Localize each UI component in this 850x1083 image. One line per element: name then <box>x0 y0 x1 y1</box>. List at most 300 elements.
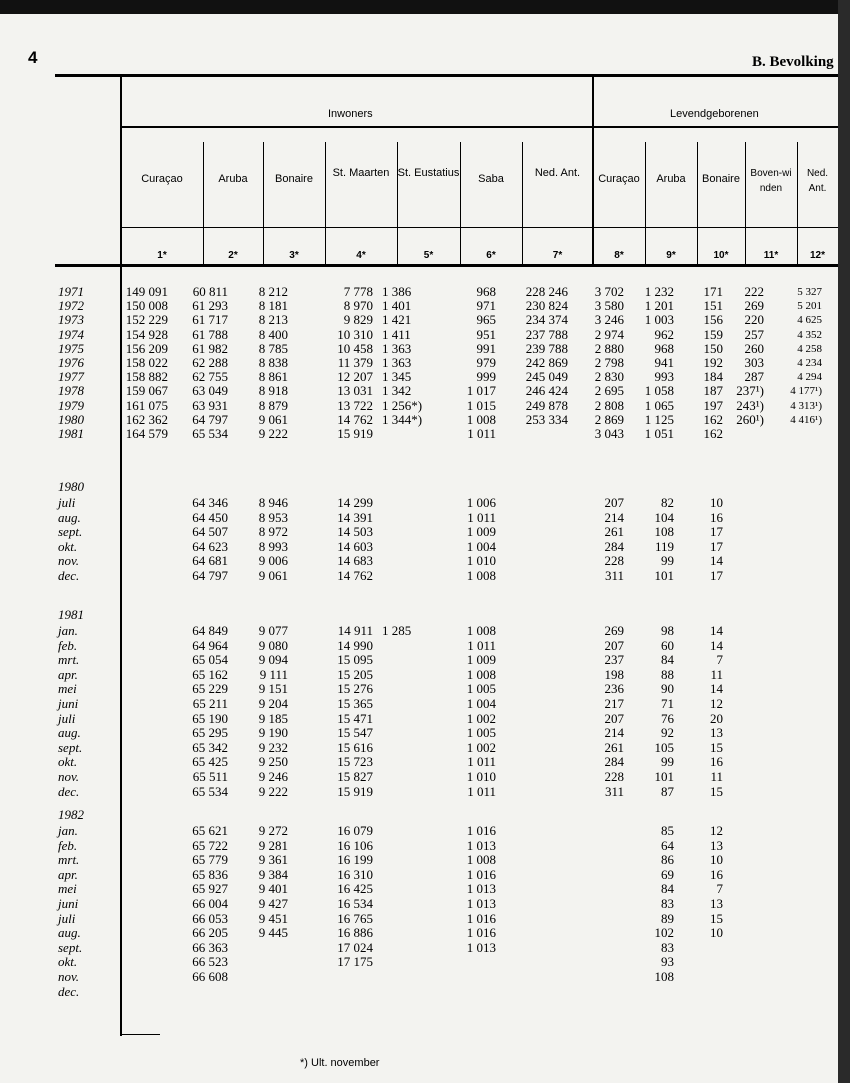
row-label: 1977 <box>58 369 84 385</box>
table-cell: 13 <box>710 725 723 741</box>
table-cell: 13 031 <box>337 383 373 399</box>
table-cell: 83 <box>661 896 674 911</box>
table-cell: 15 365 <box>337 696 373 711</box>
table-cell: 1 008 <box>466 666 496 682</box>
footnote: *) Ult. november <box>300 1057 380 1069</box>
table-cell: 284 <box>604 538 624 554</box>
table-cell: 154 928 <box>125 326 168 342</box>
row-label: nov. <box>58 769 80 784</box>
table-cell: 15 <box>710 783 723 799</box>
table-cell: 1 125 <box>644 411 674 427</box>
column-number: 7* <box>552 250 563 261</box>
table-cell: 214 <box>604 725 624 741</box>
table-cell: 8 213 <box>258 312 288 328</box>
table-cell: 65 211 <box>192 696 228 711</box>
table-cell: 971 <box>476 298 496 314</box>
table-cell: 164 579 <box>125 426 168 441</box>
table-cell: 2 830 <box>594 369 624 385</box>
table-cell: 192 <box>703 355 723 370</box>
table-cell: 1 002 <box>466 739 496 755</box>
table-cell: 9 427 <box>258 896 288 911</box>
table-cell: 187 <box>703 383 723 399</box>
table-cell: 979 <box>476 355 496 370</box>
table-cell: 16 199 <box>337 852 373 868</box>
table-cell: 16 765 <box>337 910 373 926</box>
table-cell: 9 281 <box>258 837 288 853</box>
row-label: jan. <box>58 623 78 638</box>
table-cell: 1 010 <box>466 769 496 784</box>
table-cell: 86 <box>661 852 674 868</box>
table-cell: 65 342 <box>192 739 228 755</box>
table-cell: 260¹) <box>736 411 764 427</box>
table-cell: 11 <box>710 769 723 784</box>
table-cell: 14 683 <box>337 553 373 569</box>
table-cell: 15 723 <box>337 754 373 770</box>
table-cell: 228 <box>604 553 624 569</box>
table-cell: 12 <box>710 696 723 711</box>
year-label: 1981 <box>58 607 84 622</box>
section-title: B. Bevolking <box>752 54 834 70</box>
table-cell: 14 299 <box>337 495 373 510</box>
table-cell: 1 013 <box>466 881 496 897</box>
row-label: juli <box>58 495 76 510</box>
table-cell: 64 <box>661 837 674 853</box>
table-cell: 999 <box>476 369 496 385</box>
group-header-levendgeborenen: Levendgeborenen <box>670 108 759 120</box>
table-cell: 90 <box>661 681 674 697</box>
table-cell: 1 285 <box>382 623 412 638</box>
row-label: apr. <box>58 866 78 882</box>
table-cell: 9 094 <box>258 652 288 668</box>
table-cell: 222 <box>744 284 764 299</box>
table-cell: 66 205 <box>192 925 228 941</box>
table-cell: 1 051 <box>644 426 674 441</box>
column-rule <box>745 142 746 266</box>
column-number: 4* <box>356 250 366 261</box>
table-cell: 14 762 <box>337 568 373 583</box>
row-label: mrt. <box>58 652 80 668</box>
table-cell: 237¹) <box>736 383 764 399</box>
table-cell: 230 824 <box>525 298 568 314</box>
table-cell: 284 <box>604 754 624 770</box>
table-cell: 9 232 <box>258 739 288 755</box>
table-cell: 9 361 <box>258 852 288 868</box>
table-cell: 61 982 <box>192 340 228 356</box>
table-cell: 253 334 <box>525 411 568 427</box>
table-cell: 16 534 <box>337 896 373 911</box>
table-cell: 9 204 <box>258 696 288 711</box>
row-label: juni <box>58 696 79 711</box>
table-cell: 65 295 <box>192 725 228 741</box>
table-cell: 12 <box>710 823 723 838</box>
table-cell: 9 246 <box>258 769 288 784</box>
column-number: 3* <box>289 250 299 261</box>
row-label: 1978 <box>58 383 84 399</box>
table-cell: 14 391 <box>337 509 373 525</box>
column-number: 12* <box>809 250 825 261</box>
table-cell: 15 547 <box>337 725 373 741</box>
table-cell: 1 015 <box>466 397 496 413</box>
column-header: Ned. Ant. <box>806 168 829 194</box>
table-cell: 14 911 <box>337 623 373 638</box>
table-cell: 8 953 <box>258 509 288 525</box>
table-cell: 2 695 <box>594 383 624 399</box>
table-cell: 64 346 <box>192 495 228 510</box>
table-cell: 82 <box>661 495 674 510</box>
table-cell: 1 013 <box>466 939 496 955</box>
table-cell: 159 <box>703 326 723 342</box>
table-cell: 76 <box>661 710 674 726</box>
column-rule <box>325 142 326 266</box>
table-cell: 2 974 <box>594 326 624 342</box>
table-cell: 17 <box>710 568 723 583</box>
table-cell: 64 849 <box>192 623 228 638</box>
table-cell: 2 869 <box>594 411 624 427</box>
table-cell: 1 005 <box>466 681 496 697</box>
table-cell: 13 <box>710 896 723 911</box>
row-label: dec. <box>58 568 80 583</box>
table-cell: 8 946 <box>258 495 288 510</box>
table-cell: 15 919 <box>337 426 373 441</box>
table-cell: 156 <box>703 312 723 328</box>
table-cell: 311 <box>604 783 624 799</box>
table-cell: 1 256*) <box>382 397 423 413</box>
table-cell: 237 788 <box>525 326 568 342</box>
table-cell: 8 918 <box>258 383 288 399</box>
table-cell: 17 024 <box>337 939 373 955</box>
column-rule <box>397 142 398 266</box>
table-cell: 1 421 <box>382 312 412 328</box>
column-header: St. Eustatius <box>397 167 460 179</box>
row-label: juli <box>58 910 76 926</box>
table-bottom-rule <box>120 1034 160 1035</box>
table-cell: 1 011 <box>467 637 496 653</box>
table-cell: 161 075 <box>125 397 168 413</box>
table-cell: 64 623 <box>192 538 228 554</box>
table-cell: 184 <box>703 369 723 385</box>
table-cell: 14 <box>710 553 723 569</box>
table-cell: 8 970 <box>343 298 373 314</box>
table-cell: 8 993 <box>258 538 288 554</box>
row-label: sept. <box>58 524 83 540</box>
table-cell: 1 008 <box>466 568 496 583</box>
table-cell: 9 222 <box>258 426 288 441</box>
table-cell: 16 079 <box>337 823 373 838</box>
table-cell: 16 <box>710 754 723 770</box>
table-cell: 5 327 <box>797 286 822 298</box>
table-cell: 1 363 <box>382 340 412 356</box>
table-cell: 14 <box>710 637 723 653</box>
table-cell: 269 <box>604 623 624 638</box>
row-label: dec. <box>58 983 80 999</box>
table-cell: 158 882 <box>125 369 168 385</box>
table-cell: 65 927 <box>192 881 228 897</box>
table-cell: 151 <box>703 298 723 314</box>
table-cell: 237 <box>604 652 624 668</box>
stub-divider <box>120 76 122 1036</box>
column-rule <box>460 142 461 266</box>
table-cell: 14 503 <box>337 524 373 540</box>
row-label: 1974 <box>58 326 84 342</box>
table-cell: 10 <box>710 495 723 510</box>
table-cell: 3 043 <box>594 426 624 441</box>
table-cell: 9 250 <box>258 754 288 770</box>
table-cell: 1 363 <box>382 355 412 370</box>
table-cell: 119 <box>654 538 674 554</box>
document-page <box>0 14 838 1083</box>
table-cell: 16 <box>710 866 723 882</box>
table-cell: 9 222 <box>258 783 288 799</box>
table-cell: 64 797 <box>192 411 228 427</box>
table-cell: 951 <box>476 326 496 342</box>
table-cell: 1 411 <box>382 326 411 342</box>
table-cell: 65 190 <box>192 710 228 726</box>
table-cell: 17 175 <box>337 954 373 970</box>
table-cell: 8 181 <box>258 298 288 314</box>
table-cell: 2 880 <box>594 340 624 356</box>
table-cell: 66 608 <box>192 969 228 984</box>
table-cell: 234 374 <box>525 312 568 328</box>
table-cell: 3 580 <box>594 298 624 314</box>
row-label: sept. <box>58 939 83 955</box>
table-cell: 7 <box>716 652 723 668</box>
row-label: sept. <box>58 739 83 755</box>
row-label: mei <box>58 881 77 897</box>
header-bottom-rule <box>55 264 838 267</box>
table-cell: 9 272 <box>258 823 288 838</box>
table-cell: 1 011 <box>467 783 496 799</box>
table-cell: 84 <box>661 881 674 897</box>
table-cell: 9 061 <box>258 411 288 427</box>
table-cell: 15 095 <box>337 652 373 668</box>
table-cell: 1 008 <box>466 852 496 868</box>
table-cell: 16 <box>710 509 723 525</box>
table-cell: 1 013 <box>466 896 496 911</box>
column-header: Bonaire <box>702 173 740 185</box>
row-label: aug. <box>58 725 81 741</box>
table-cell: 15 919 <box>337 783 373 799</box>
table-cell: 15 <box>710 910 723 926</box>
table-cell: 64 964 <box>192 637 228 653</box>
table-cell: 4 625 <box>797 314 822 327</box>
column-header: Saba <box>478 173 504 185</box>
table-cell: 66 053 <box>192 910 228 926</box>
table-cell: 1 344*) <box>382 411 423 427</box>
table-cell: 9 829 <box>343 312 373 328</box>
table-cell: 85 <box>661 823 674 838</box>
table-cell: 1 011 <box>467 509 496 525</box>
table-cell: 99 <box>661 754 674 770</box>
table-cell: 1 201 <box>644 298 674 314</box>
table-cell: 15 <box>710 739 723 755</box>
table-cell: 1 006 <box>466 495 496 510</box>
table-cell: 83 <box>661 939 674 955</box>
table-cell: 5 201 <box>797 300 822 313</box>
table-cell: 9 401 <box>258 881 288 897</box>
table-cell: 2 798 <box>594 355 624 370</box>
group-header-inwoners: Inwoners <box>328 108 373 120</box>
column-header: Boven-winden <box>750 168 792 194</box>
table-cell: 1 008 <box>466 411 496 427</box>
table-cell: 9 061 <box>258 568 288 583</box>
table-cell: 99 <box>661 553 674 569</box>
column-rule <box>203 142 204 266</box>
table-cell: 152 229 <box>125 312 168 328</box>
row-label: apr. <box>58 666 78 682</box>
table-cell: 9 151 <box>258 681 288 697</box>
row-label: okt. <box>58 754 78 770</box>
table-cell: 93 <box>661 954 674 970</box>
table-cell: 1 004 <box>466 696 496 711</box>
table-cell: 7 <box>716 881 723 897</box>
table-cell: 65 534 <box>192 426 228 441</box>
table-cell: 61 717 <box>192 312 228 328</box>
table-cell: 16 425 <box>337 881 373 897</box>
table-cell: 14 603 <box>337 538 373 554</box>
table-cell: 62 288 <box>192 355 228 370</box>
table-cell: 4 416¹) <box>790 413 822 426</box>
table-cell: 1 004 <box>466 538 496 554</box>
table-cell: 1 016 <box>466 866 496 882</box>
row-label: juli <box>58 710 76 726</box>
table-cell: 14 <box>710 623 723 638</box>
column-header: Aruba <box>218 173 248 185</box>
year-label: 1980 <box>58 479 84 494</box>
table-cell: 64 681 <box>192 553 228 569</box>
table-cell: 101 <box>654 769 674 784</box>
row-label: feb. <box>58 637 78 653</box>
table-cell: 84 <box>661 652 674 668</box>
column-number: 2* <box>228 250 238 261</box>
table-cell: 12 207 <box>337 369 373 385</box>
table-cell: 171 <box>703 284 723 299</box>
table-cell: 1 016 <box>466 910 496 926</box>
colno-top-rule <box>120 227 838 228</box>
table-cell: 9 185 <box>258 710 288 726</box>
table-cell: 61 293 <box>192 298 228 314</box>
table-cell: 98 <box>661 623 674 638</box>
table-cell: 249 878 <box>525 397 568 413</box>
table-cell: 17 <box>710 538 723 554</box>
table-cell: 968 <box>654 340 674 356</box>
table-cell: 1 342 <box>382 383 412 399</box>
column-header: St. Maarten <box>332 167 390 179</box>
table-cell: 1 002 <box>466 710 496 726</box>
table-cell: 1 386 <box>382 284 412 299</box>
table-cell: 197 <box>703 397 723 413</box>
table-cell: 4 234 <box>797 357 822 369</box>
table-cell: 260 <box>744 340 764 356</box>
table-cell: 243¹) <box>736 397 764 413</box>
table-cell: 207 <box>604 495 624 510</box>
row-label: 1973 <box>58 312 84 328</box>
table-cell: 65 054 <box>192 652 228 668</box>
table-cell: 162 <box>703 411 723 427</box>
table-cell: 10 <box>710 925 723 941</box>
table-cell: 64 507 <box>192 524 228 540</box>
table-cell: 13 722 <box>337 397 373 413</box>
table-cell: 9 384 <box>258 866 288 882</box>
row-label: 1976 <box>58 355 84 370</box>
table-cell: 1 058 <box>644 383 674 399</box>
column-number: 10* <box>713 250 729 261</box>
table-cell: 11 379 <box>337 355 373 370</box>
table-cell: 257 <box>744 326 764 342</box>
table-cell: 62 755 <box>192 369 228 385</box>
table-cell: 65 779 <box>192 852 228 868</box>
column-number: 9* <box>666 250 676 261</box>
row-label: mei <box>58 681 77 697</box>
column-rule <box>797 142 798 266</box>
table-cell: 10 310 <box>337 326 373 342</box>
table-cell: 1 009 <box>466 524 496 540</box>
row-label: 1980 <box>58 411 84 427</box>
row-label: nov. <box>58 969 80 984</box>
column-number: 6* <box>486 250 496 261</box>
table-cell: 65 162 <box>192 666 228 682</box>
table-cell: 150 <box>703 340 723 356</box>
table-cell: 64 450 <box>192 509 228 525</box>
table-cell: 71 <box>661 696 674 711</box>
table-cell: 14 990 <box>337 637 373 653</box>
row-label: feb. <box>58 837 78 853</box>
table-cell: 1 009 <box>466 652 496 668</box>
column-rule <box>263 142 264 266</box>
table-cell: 13 <box>710 837 723 853</box>
year-label: 1982 <box>58 807 84 822</box>
table-cell: 65 722 <box>192 837 228 853</box>
table-cell: 198 <box>604 666 624 682</box>
table-cell: 8 879 <box>258 397 288 413</box>
table-cell: 60 <box>661 637 674 653</box>
table-cell: 20 <box>710 710 723 726</box>
table-cell: 8 861 <box>258 369 288 385</box>
column-header: Ned. Ant. <box>534 167 581 179</box>
table-cell: 104 <box>654 509 674 525</box>
row-label: aug. <box>58 925 81 941</box>
table-cell: 261 <box>604 524 624 540</box>
table-cell: 1 003 <box>644 312 674 328</box>
table-top-rule <box>55 74 838 77</box>
table-cell: 217 <box>604 696 624 711</box>
table-cell: 269 <box>744 298 764 314</box>
table-cell: 17 <box>710 524 723 540</box>
table-cell: 65 511 <box>192 769 228 784</box>
row-label: 1971 <box>58 284 84 299</box>
row-label: dec. <box>58 783 80 799</box>
table-cell: 207 <box>604 710 624 726</box>
table-cell: 15 827 <box>337 769 373 784</box>
table-cell: 3 702 <box>594 284 624 299</box>
table-cell: 89 <box>661 910 674 926</box>
table-cell: 16 310 <box>337 866 373 882</box>
table-cell: 4 313¹) <box>790 399 822 412</box>
table-cell: 8 838 <box>258 355 288 370</box>
table-cell: 15 205 <box>337 666 373 682</box>
table-cell: 156 209 <box>125 340 168 356</box>
table-cell: 16 886 <box>337 925 373 941</box>
table-cell: 1 017 <box>466 383 496 399</box>
table-cell: 941 <box>654 355 674 370</box>
table-cell: 108 <box>654 969 674 984</box>
row-label: 1979 <box>58 397 84 413</box>
table-cell: 15 276 <box>337 681 373 697</box>
table-cell: 63 931 <box>192 397 228 413</box>
table-cell: 246 424 <box>525 383 568 399</box>
column-header: Curaçao <box>598 173 640 185</box>
row-label: nov. <box>58 553 80 569</box>
table-cell: 3 246 <box>594 312 624 328</box>
